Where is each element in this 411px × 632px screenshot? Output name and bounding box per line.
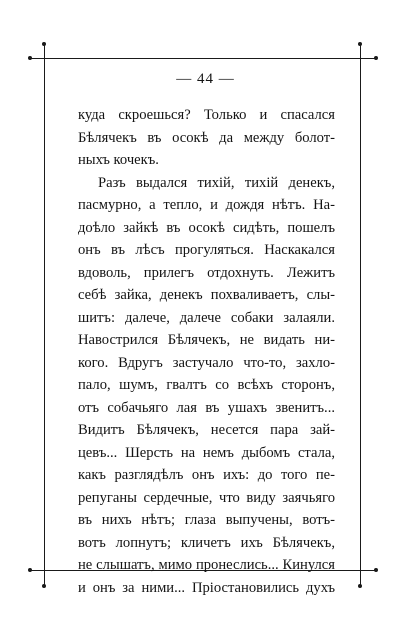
border-ornament-top-left xyxy=(28,56,32,60)
border-right-line xyxy=(360,44,361,586)
text-line: какъ разглядѣлъ онъ ихъ: до того пе- xyxy=(78,467,335,483)
border-ornament-right-bottom xyxy=(358,584,362,588)
text-line: ныхъ кочекъ. xyxy=(78,152,159,168)
text-line: отъ собачьяго лая въ ушахъ звенитъ... xyxy=(78,399,335,416)
page-number: — 44 — xyxy=(176,71,235,87)
text-line: не слышатъ, мимо пронеслись... Кинулся xyxy=(78,557,335,573)
text-line: пасмурно, а тепло, и дождя нѣтъ. На- xyxy=(78,197,335,213)
text-line: доѣло зайкѣ въ осокѣ сидѣть, пошелъ xyxy=(78,219,335,236)
text-line: вотъ лопнутъ; кличетъ ихъ Бѣлячекъ, xyxy=(78,534,335,551)
border-ornament-bottom-left xyxy=(28,568,32,572)
text-line: въ нихъ нѣтъ; глаза выпучены, вотъ- xyxy=(78,512,335,528)
border-ornament-right-top xyxy=(358,42,362,46)
text-line: пало, шумъ, гвалтъ со всѣхъ сторонъ, xyxy=(78,377,335,393)
text-line: кого. Вдругъ застучало что-то, захло- xyxy=(78,354,335,371)
text-line: репуганы сердечные, что виду заячьяго xyxy=(78,489,335,506)
border-left-line xyxy=(44,44,45,586)
border-ornament-top-right xyxy=(374,56,378,60)
border-ornament-bottom-right xyxy=(374,568,378,572)
text-line: Навострился Бѣлячекъ, не видать ни- xyxy=(78,332,335,348)
text-line: шитъ: далече, далече собаки залаяли. xyxy=(78,309,335,326)
paragraph-first-line: Разъ выдался тихій, тихій денекъ, xyxy=(98,174,335,191)
border-ornament-left-bottom xyxy=(42,584,46,588)
border-ornament-left-top xyxy=(42,42,46,46)
text-line: куда скроешься? Только и спасался xyxy=(78,107,335,123)
text-line: вдоволь, прилегъ отдохнуть. Лежитъ xyxy=(78,264,335,281)
border-top-line xyxy=(30,58,376,59)
text-line: себѣ зайка, денекъ похваливаетъ, слы- xyxy=(78,287,335,303)
text-line: онъ въ лѣсъ прогуляться. Наскакался xyxy=(78,242,335,258)
text-line: цевъ... Шерсть на немъ дыбомъ стала, xyxy=(78,444,335,461)
text-line: Бѣлячекъ въ осокѣ да между болот- xyxy=(78,129,335,146)
text-line: и онъ за ними... Пріостановились духъ xyxy=(78,579,335,596)
text-line: Видитъ Бѣлячекъ, несется пара зай- xyxy=(78,422,335,438)
page-text xyxy=(78,104,335,599)
